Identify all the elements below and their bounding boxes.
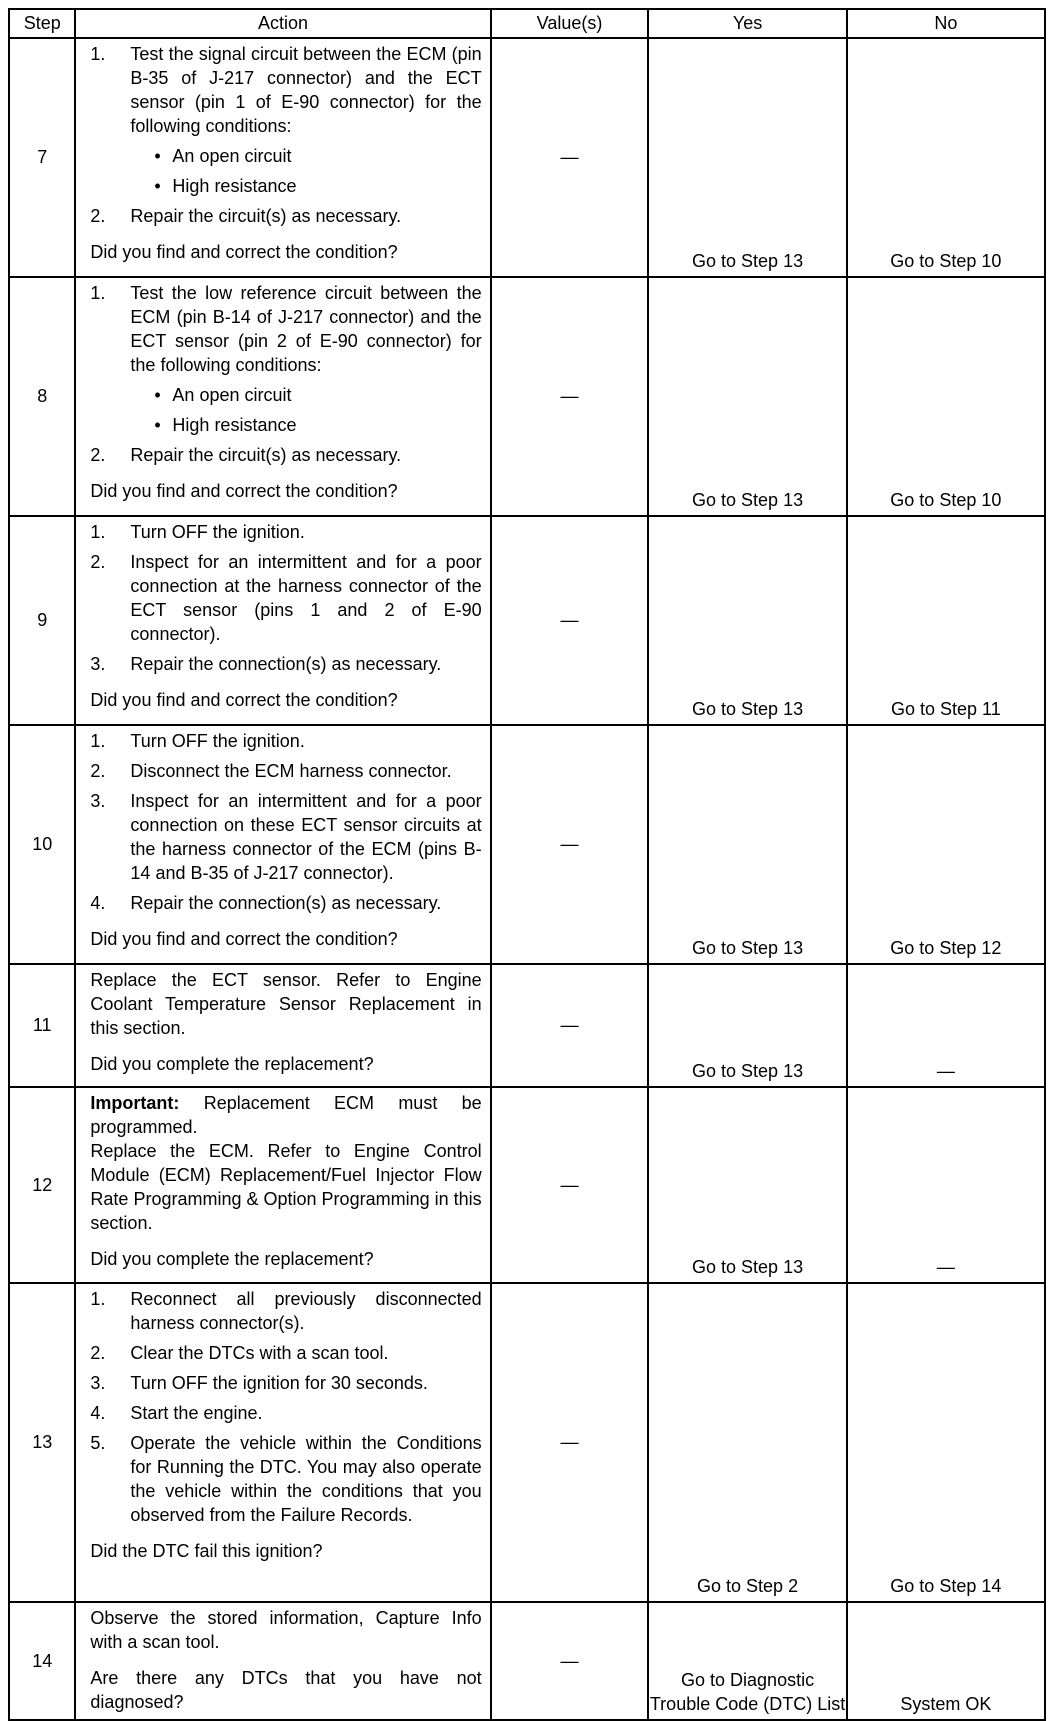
no-cell: — [847, 1087, 1045, 1283]
action-item: 1. Test the low reference circuit between the ECM (pin B-14 of J-217 connector) and the ECT sensor (pin 2 of E-90 connector) for the following conditions: [90, 283, 482, 375]
value-cell: — [491, 1602, 649, 1720]
yes-cell: Go to Step 13 [648, 725, 846, 964]
question: Did you complete the replacement? [90, 1054, 374, 1074]
bullet-item: • An open circuit [154, 146, 292, 166]
step-number: 8 [9, 277, 75, 516]
yes-cell: Go to Step 13 [648, 1087, 846, 1283]
no-cell: Go to Step 10 [847, 38, 1045, 277]
step-number: 14 [9, 1602, 75, 1720]
action-cell [75, 1087, 490, 1283]
action-item: 5. Operate the vehicle within the Conditions for Running the DTC. You may also operate the vehicle within the conditions that you observed from the Failure Records. [90, 1433, 482, 1525]
important-note [90, 1091, 481, 1139]
action-item: 1. Turn OFF the ignition. [90, 731, 305, 751]
table-row [9, 38, 1045, 277]
action-item: 2. Clear the DTCs with a scan tool. [90, 1343, 389, 1363]
action-item: 2. Repair the circuit(s) as necessary. [90, 445, 402, 465]
bullet-item: • High resistance [154, 176, 297, 196]
header-yes: Yes [648, 9, 846, 38]
value-cell: — [491, 1283, 649, 1602]
table-row [9, 725, 1045, 964]
question: Did you complete the replacement? [90, 1249, 374, 1269]
table-row [9, 1283, 1045, 1602]
table-row [9, 1602, 1045, 1720]
table-row [9, 1087, 1045, 1283]
important-label: Important: [90, 1093, 180, 1113]
no-cell: Go to Step 10 [847, 277, 1045, 516]
action-cell [75, 725, 490, 964]
step-number: 7 [9, 38, 75, 277]
no-cell: Go to Step 11 [847, 516, 1045, 725]
step-number: 11 [9, 964, 75, 1087]
value-cell: — [491, 964, 649, 1087]
step-number: 10 [9, 725, 75, 964]
action-cell [75, 1602, 490, 1720]
yes-cell: Go to Step 2 [648, 1283, 846, 1602]
header-action: Action [75, 9, 490, 38]
action-item: 3. Repair the connection(s) as necessary. [90, 654, 442, 674]
question: Did you find and correct the condition? [90, 690, 398, 710]
table-row [9, 964, 1045, 1087]
value-cell: — [491, 1087, 649, 1283]
action-item: 3. Inspect for an intermittent and for a poor connection on these ECT sensor circuits at the harness connector of the ECM (pins B-14 and B-35 of J-217 connector). [90, 791, 482, 883]
action-item: 4. Start the engine. [90, 1403, 263, 1423]
step-number: 12 [9, 1087, 75, 1283]
step-number: 13 [9, 1283, 75, 1602]
question: Did you find and correct the condition? [90, 929, 398, 949]
yes-cell: Go to Diagnostic Trouble Code (DTC) List [648, 1602, 846, 1720]
question: Did the DTC fail this ignition? [90, 1541, 323, 1561]
action-item: 1. Test the signal circuit between the ECM (pin B-35 of J-217 connector) and the ECT sensor (pin 1 of E-90 connector) for the following conditions: [90, 44, 482, 136]
header-values: Value(s) [491, 9, 649, 38]
question: Are there any DTCs that you have not diagnosed? [90, 1668, 482, 1712]
question: Did you find and correct the condition? [90, 242, 398, 262]
diagnostic-table [8, 8, 1046, 1721]
step-number: 9 [9, 516, 75, 725]
yes-cell: Go to Step 13 [648, 964, 846, 1087]
bullet-item: • An open circuit [154, 385, 292, 405]
action-item: 1. Reconnect all previously disconnected harness connector(s). [90, 1289, 482, 1333]
no-cell: Go to Step 14 [847, 1283, 1045, 1602]
no-cell: System OK [847, 1602, 1045, 1720]
action-item: 2. Repair the circuit(s) as necessary. [90, 206, 402, 226]
yes-cell: Go to Step 13 [648, 277, 846, 516]
action-item: 4. Repair the connection(s) as necessary. [90, 893, 442, 913]
action-cell [75, 1283, 490, 1602]
value-cell: — [491, 516, 649, 725]
action-cell [75, 516, 490, 725]
action-text: Observe the stored information, Capture Info with a scan tool. [90, 1608, 482, 1652]
action-cell [75, 964, 490, 1087]
header-step: Step [9, 9, 75, 38]
action-item: 2. Inspect for an intermittent and for a poor connection at the harness connector of the ECT sensor (pins 1 and 2 of E-90 connector). [90, 552, 482, 644]
yes-cell: Go to Step 13 [648, 516, 846, 725]
action-cell [75, 38, 490, 277]
value-cell: — [491, 277, 649, 516]
action-cell [75, 277, 490, 516]
action-item: 3. Turn OFF the ignition for 30 seconds. [90, 1373, 428, 1393]
action-item: 2. Disconnect the ECM harness connector. [90, 761, 452, 781]
yes-cell: Go to Step 13 [648, 38, 846, 277]
table-row [9, 516, 1045, 725]
value-cell: — [491, 725, 649, 964]
no-cell: — [847, 964, 1045, 1087]
value-cell: — [491, 38, 649, 277]
action-text: Replace the ECM. Refer to Engine Control Module (ECM) Replacement/Fuel Injector Flow Rate Programming & Option Programming in this section. [90, 1141, 482, 1233]
question: Did you find and correct the condition? [90, 481, 398, 501]
bullet-item: • High resistance [154, 415, 297, 435]
table-row [9, 277, 1045, 516]
no-cell: Go to Step 12 [847, 725, 1045, 964]
header-no: No [847, 9, 1045, 38]
action-text: Replace the ECT sensor. Refer to Engine Coolant Temperature Sensor Replacement in this section. [90, 970, 482, 1038]
action-item: 1. Turn OFF the ignition. [90, 522, 305, 542]
header-row [9, 9, 1045, 38]
important-text: Replacement ECM must be programmed. [90, 1093, 482, 1137]
